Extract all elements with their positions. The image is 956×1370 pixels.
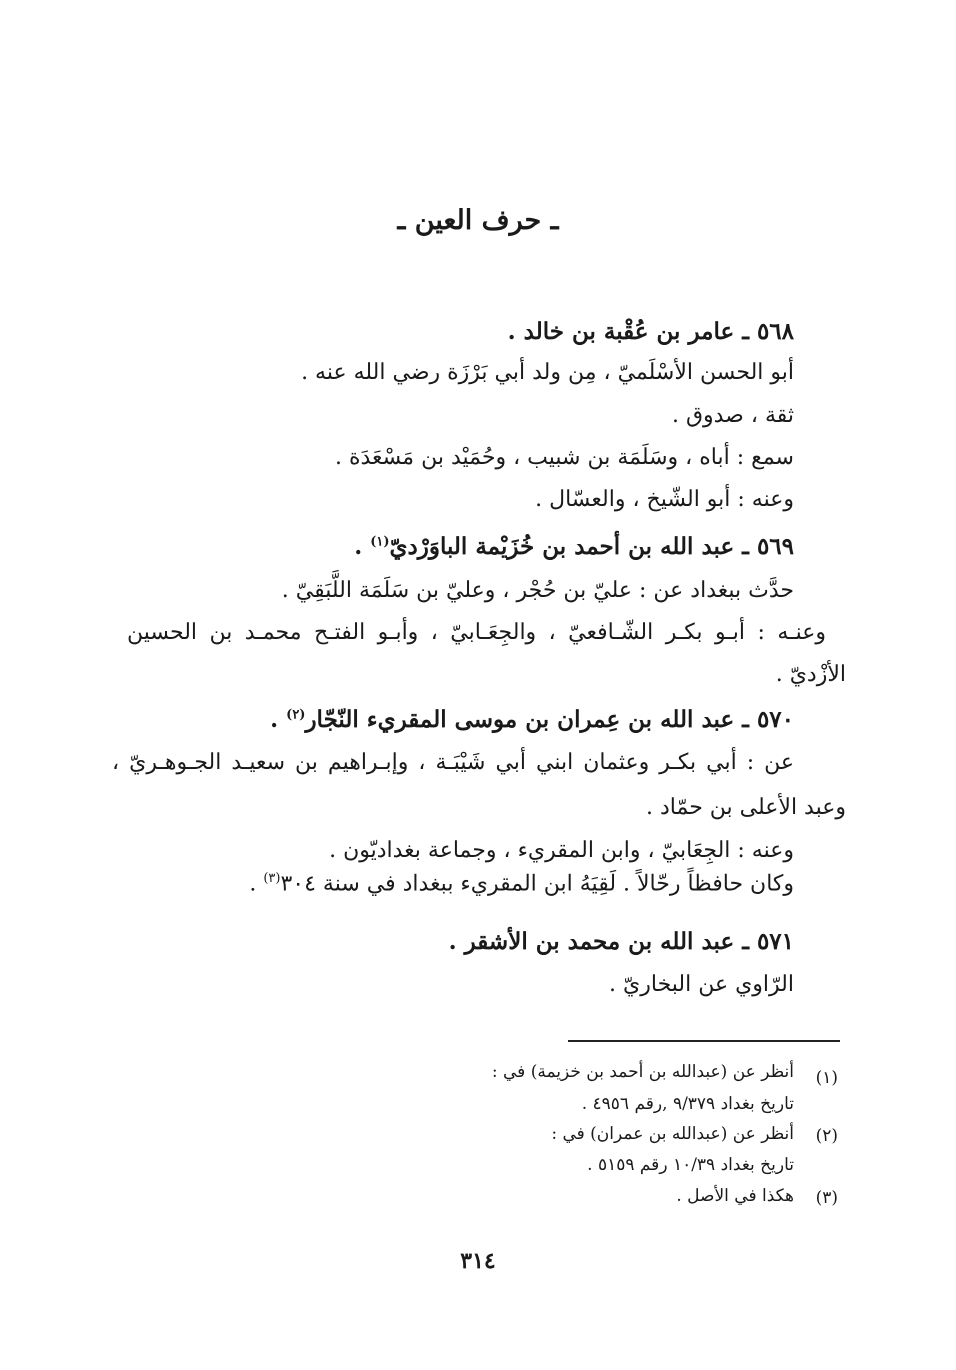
footnote-ref-3: (٣) <box>263 871 281 886</box>
entry-568-heading: ٥٦٨ ـ عامر بن عُقْبة بن خالد . <box>507 318 794 345</box>
entry-570-line-4 <box>249 871 794 896</box>
footnote-2-line-1: أنظر عن (عبدالله بن عمران) في : <box>551 1124 794 1144</box>
entry-569-line-3: الأزْديّ . <box>775 662 846 687</box>
entry-571-heading: ٥٧١ ـ عبد الله بن محمد بن الأشقر . <box>448 928 794 955</box>
entry-569-heading <box>354 533 794 560</box>
entry-570-heading-text: ٥٧٠ ـ عبد الله بن عِمران بن موسى المقريء النّجّار <box>305 706 794 733</box>
entry-568-line-1: أبو الحسن الأسْلَميّ ، مِن ولد أبي بَرْزَة رضي الله عنه . <box>301 360 794 385</box>
footnote-3-number: (٣) <box>815 1188 838 1208</box>
footnote-2-line-2: تاريخ بغداد ١٠/٣٩ رقم ٥١٥٩ . <box>587 1155 794 1175</box>
footnote-3-line-1: هكذا في الأصل . <box>676 1186 794 1206</box>
footnote-1-line-2: تاريخ بغداد ٩/٣٧٩ ,رقم ٤٩٥٦ . <box>581 1094 794 1114</box>
footnote-ref-1: (١) <box>370 534 390 550</box>
footnote-separator <box>568 1040 840 1042</box>
entry-571-line-1: الرّاوي عن البخاريّ . <box>609 972 794 997</box>
entry-569-heading-text: ٥٦٩ ـ عبد الله بن أحمد بن خُزَيْمة الباوَرْديّ <box>389 533 794 560</box>
entry-569-heading-end: . <box>354 533 371 560</box>
entry-570-line-4-text: وكان حافظاً رحّالاً . لَقِيَهُ ابن المقريء ببغداد في سنة ٣٠٤ <box>280 871 794 897</box>
entry-570-heading-end: . <box>270 706 287 733</box>
entry-570-line-4-end: . <box>249 871 264 897</box>
chapter-title: ـ حرف العين ـ <box>397 205 559 236</box>
entry-569-line-1: حدَّث ببغداد عن : عليّ بن حُجْر ، وعليّ بن سَلَمَة اللَّبَقِيّ . <box>281 578 794 603</box>
entry-570-line-2: وعبد الأعلى بن حمّاد . <box>646 795 846 820</box>
footnote-ref-2: (٢) <box>286 707 306 723</box>
entry-568-line-3: سمع : أباه ، وسَلَمَة بن شبيب ، وحُمَيْد بن مَسْعَدَة . <box>335 445 794 470</box>
entry-570-line-3: وعنه : الجِعَابيّ ، وابن المقريء ، وجماعة بغداديّون . <box>329 838 794 863</box>
footnote-1-number: (١) <box>815 1068 838 1088</box>
entry-570-heading <box>270 706 794 733</box>
entry-568-line-2: ثقة ، صدوق . <box>671 403 794 428</box>
footnote-1-line-1: أنظر عن (عبدالله بن أحمد بن خزيمة) في : <box>491 1062 794 1082</box>
footnote-2-number: (٢) <box>815 1126 838 1146</box>
entry-569-line-2: وعنـه : أبـو بكـر الشّـافعيّ ، والجِعَـابيّ ، وأبـو الفتـح محمـد بن الحسين <box>127 620 826 645</box>
page-number: ٣١٤ <box>460 1248 496 1274</box>
entry-570-line-1: عن : أبي بكـر وعثمان ابني أبي شَيْبَـة ، وإبـراهيم بن سعيـد الجـوهـريّ ، <box>112 750 794 775</box>
entry-568-line-4: وعنه : أبو الشّيخ ، والعسّال . <box>535 487 794 512</box>
